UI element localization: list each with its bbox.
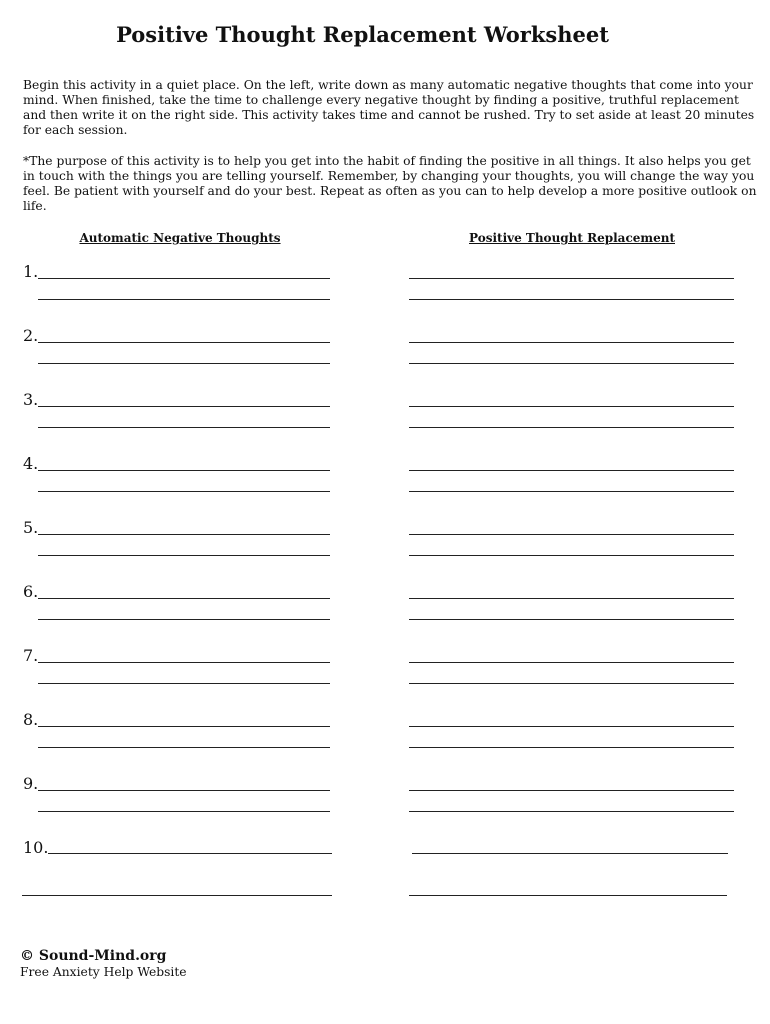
negative-thought-line[interactable] (48, 853, 332, 854)
negative-thought-line[interactable] (38, 470, 330, 471)
positive-thought-line[interactable] (409, 747, 734, 748)
negative-thought-line[interactable] (38, 491, 330, 492)
negative-thought-line[interactable] (38, 406, 330, 407)
footer-tagline: Free Anxiety Help Website (20, 965, 187, 979)
positive-thought-line[interactable] (409, 598, 734, 599)
positive-thought-line[interactable] (409, 299, 734, 300)
positive-thought-line[interactable] (409, 342, 734, 343)
negative-thought-line[interactable] (38, 683, 330, 684)
item-number: 1. (23, 262, 39, 281)
positive-thought-line[interactable] (409, 895, 727, 896)
positive-thought-line[interactable] (409, 811, 734, 812)
negative-thought-line[interactable] (38, 278, 330, 279)
positive-thought-line[interactable] (412, 853, 728, 854)
item-number: 3. (23, 390, 39, 409)
positive-thought-line[interactable] (409, 662, 734, 663)
negative-thought-line[interactable] (38, 534, 330, 535)
footer-copyright: © Sound-Mind.org (20, 948, 167, 964)
positive-thought-line[interactable] (409, 683, 734, 684)
item-number: 7. (23, 646, 39, 665)
positive-thought-line[interactable] (409, 790, 734, 791)
item-number: 2. (23, 326, 39, 345)
negative-thought-line[interactable] (38, 598, 330, 599)
item-number: 9. (23, 774, 39, 793)
item-number: 4. (23, 454, 39, 473)
positive-thought-line[interactable] (409, 555, 734, 556)
negative-thought-line[interactable] (38, 363, 330, 364)
positive-thought-line[interactable] (409, 427, 734, 428)
negative-thought-line[interactable] (38, 427, 330, 428)
positive-thought-line[interactable] (409, 406, 734, 407)
negative-thought-line[interactable] (38, 299, 330, 300)
item-number: 8. (23, 710, 39, 729)
column-heading-negative: Automatic Negative Thoughts (79, 231, 281, 245)
item-number: 10. (23, 838, 49, 857)
positive-thought-line[interactable] (409, 619, 734, 620)
positive-thought-line[interactable] (409, 491, 734, 492)
negative-thought-line[interactable] (22, 895, 332, 896)
negative-thought-line[interactable] (38, 342, 330, 343)
positive-thought-line[interactable] (409, 726, 734, 727)
negative-thought-line[interactable] (38, 619, 330, 620)
negative-thought-line[interactable] (38, 747, 330, 748)
column-heading-positive: Positive Thought Replacement (469, 231, 675, 245)
positive-thought-line[interactable] (409, 363, 734, 364)
negative-thought-line[interactable] (38, 662, 330, 663)
item-number: 5. (23, 518, 39, 537)
worksheet-title: Positive Thought Replacement Worksheet (116, 22, 609, 47)
item-number: 6. (23, 582, 39, 601)
positive-thought-line[interactable] (409, 534, 734, 535)
negative-thought-line[interactable] (38, 790, 330, 791)
negative-thought-line[interactable] (38, 726, 330, 727)
instructions-paragraph: Begin this activity in a quiet place. On the left, write down as many automatic negative thoughts that come into your mind. When finished, take the time to challenge every negative thought by finding a positive, truthful replacement and then write it on the right side. This activity takes time and cannot be rushed. Try to set aside at least 20 minutes for each session. (23, 78, 755, 137)
negative-thought-line[interactable] (38, 811, 330, 812)
purpose-paragraph: *The purpose of this activity is to help you get into the habit of finding the positive in all things. It also helps you get in touch with the things you are telling yourself. Remember, by changing your thoughts, you will change the way you feel. Be patient with yourself and do your best. Repeat as often as you can to help develop a more positive outlook on life. (23, 154, 757, 213)
negative-thought-line[interactable] (38, 555, 330, 556)
positive-thought-line[interactable] (409, 470, 734, 471)
positive-thought-line[interactable] (409, 278, 734, 279)
